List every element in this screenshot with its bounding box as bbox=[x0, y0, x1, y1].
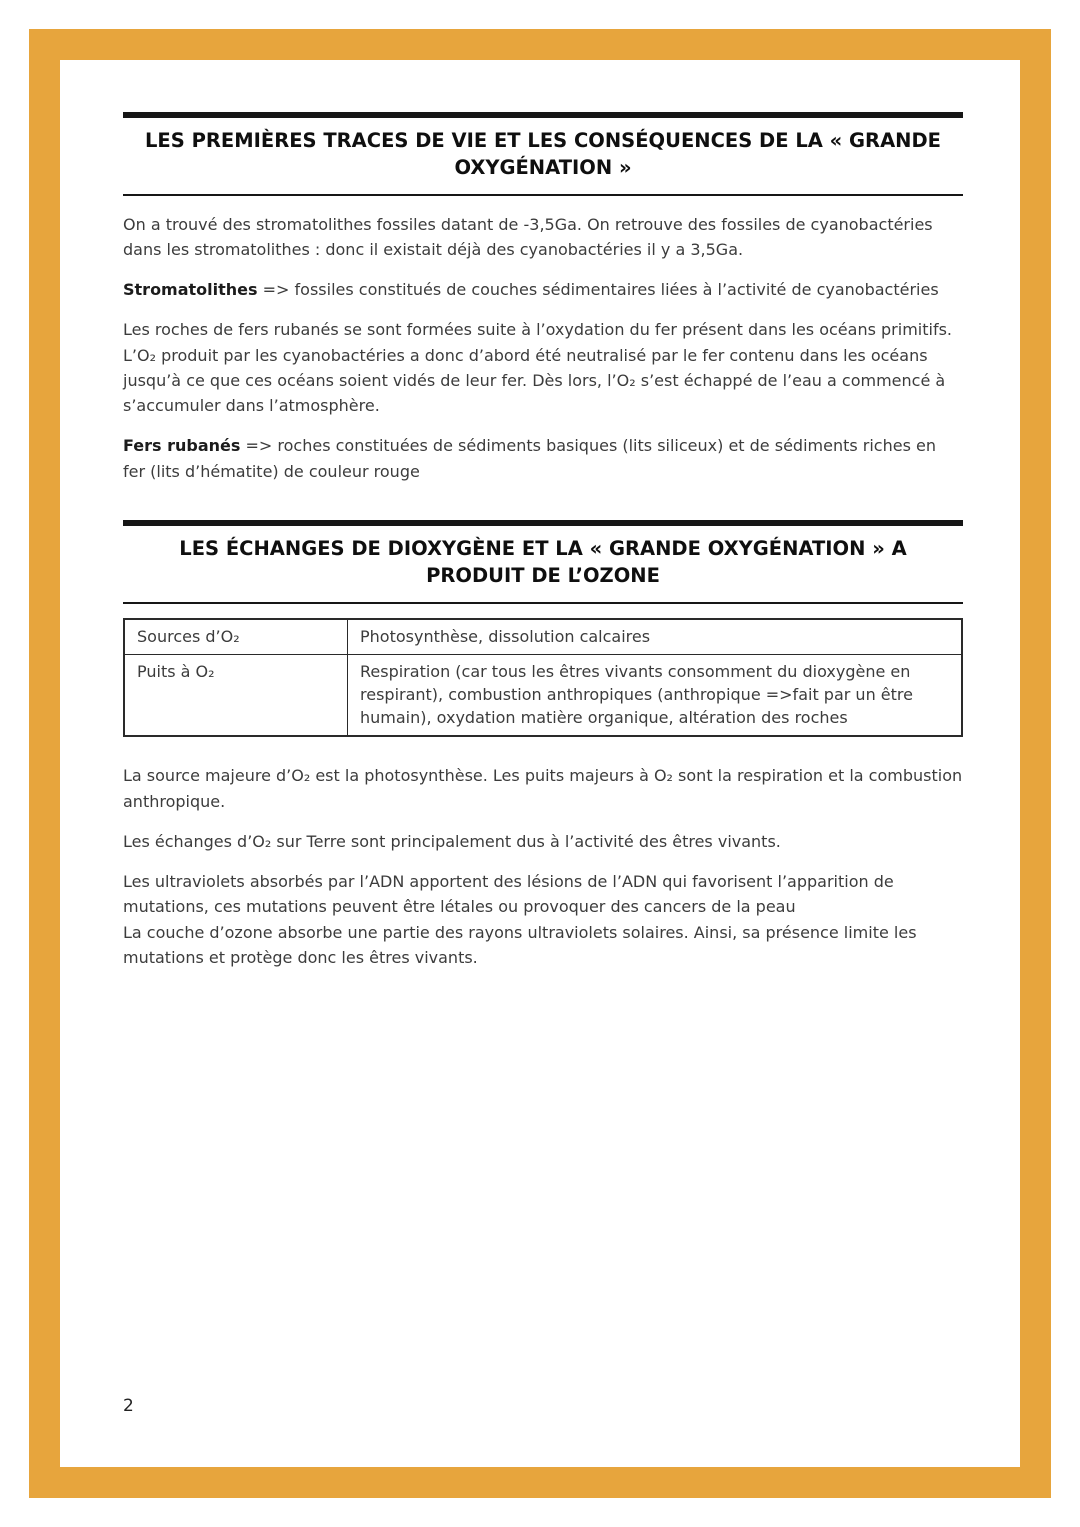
definition-term-fers-rubanes: Fers rubanés bbox=[123, 436, 241, 456]
paragraph-fers-rubanes-formation: Les roches de fers rubanés se sont formées suite à l’oxydation du fer présent dans les océans primitifs. L’O₂ produit par les cyanobactéries a donc d’abord été neutralisé par le fer contenu dans les océans jusqu’à ce que ces océans soient vidés de leur fer. Dès lors, l’O₂ s’est échappé de l’eau a commencé à s’accumuler dans l’atmosphère. bbox=[123, 320, 952, 416]
document-content bbox=[123, 112, 963, 985]
paragraph-stromatolithes-fossiles: On a trouvé des stromatolithes fossiles datant de -3,5Ga. On retrouve des fossiles de cyanobactéries dans les stromatolithes : donc il existait déjà des cyanobactéries il y a 3,5Ga. bbox=[123, 214, 933, 259]
table-cell-sources-label: Sources d’O₂ bbox=[124, 619, 348, 655]
o2-sources-puits-table bbox=[123, 618, 963, 738]
paragraph-echanges-terre: Les échanges d’O₂ sur Terre sont principalement dus à l’activité des êtres vivants. bbox=[123, 831, 781, 851]
definition-term-stromatolithes: Stromatolithes bbox=[123, 280, 258, 300]
section-heading-echanges-dioxygene: LES ÉCHANGES DE DIOXYGÈNE ET LA « GRANDE OXYGÉNATION » A PRODUIT DE L’OZONE bbox=[123, 520, 963, 604]
table-row-puits bbox=[124, 654, 962, 736]
table-cell-puits-label: Puits à O₂ bbox=[124, 654, 348, 736]
paragraph-source-majeure: La source majeure d’O₂ est la photosynthèse. Les puits majeurs à O₂ sont la respiration et la combustion anthropique. bbox=[123, 766, 963, 811]
page-number: 2 bbox=[123, 1396, 134, 1416]
definition-fers-rubanes bbox=[123, 433, 963, 484]
paragraph-ultraviolets-line2: La couche d’ozone absorbe une partie des rayons ultraviolets solaires. Ainsi, sa présence limite les mutations et protège donc les êtres vivants. bbox=[123, 922, 917, 967]
table-cell-puits-value: Respiration (car tous les êtres vivants consomment du dioxygène en respirant), combustion anthropiques (anthropique =>fait par un être humain), oxydation matière organique, altération des roches bbox=[348, 654, 963, 736]
paragraph-ultraviolets-ozone bbox=[123, 869, 963, 970]
section-heading-premieres-traces: LES PREMIÈRES TRACES DE VIE ET LES CONSÉQUENCES DE LA « GRANDE OXYGÉNATION » bbox=[123, 112, 963, 196]
paragraph-ultraviolets-line1: Les ultraviolets absorbés par l’ADN apportent des lésions de l’ADN qui favorisent l’apparition de mutations, ces mutations peuvent être létales ou provoquer des cancers de la peau bbox=[123, 872, 894, 917]
definition-text-fers-rubanes: => roches constituées de sédiments basiques (lits siliceux) et de sédiments riches en fer (lits d’hématite) de couleur rouge bbox=[123, 436, 936, 481]
table-row-sources bbox=[124, 619, 962, 655]
table-cell-sources-value: Photosynthèse, dissolution calcaires bbox=[348, 619, 963, 655]
definition-text-stromatolithes: => fossiles constitués de couches sédimentaires liées à l’activité de cyanobactéries bbox=[257, 280, 939, 300]
definition-stromatolithes bbox=[123, 277, 963, 302]
